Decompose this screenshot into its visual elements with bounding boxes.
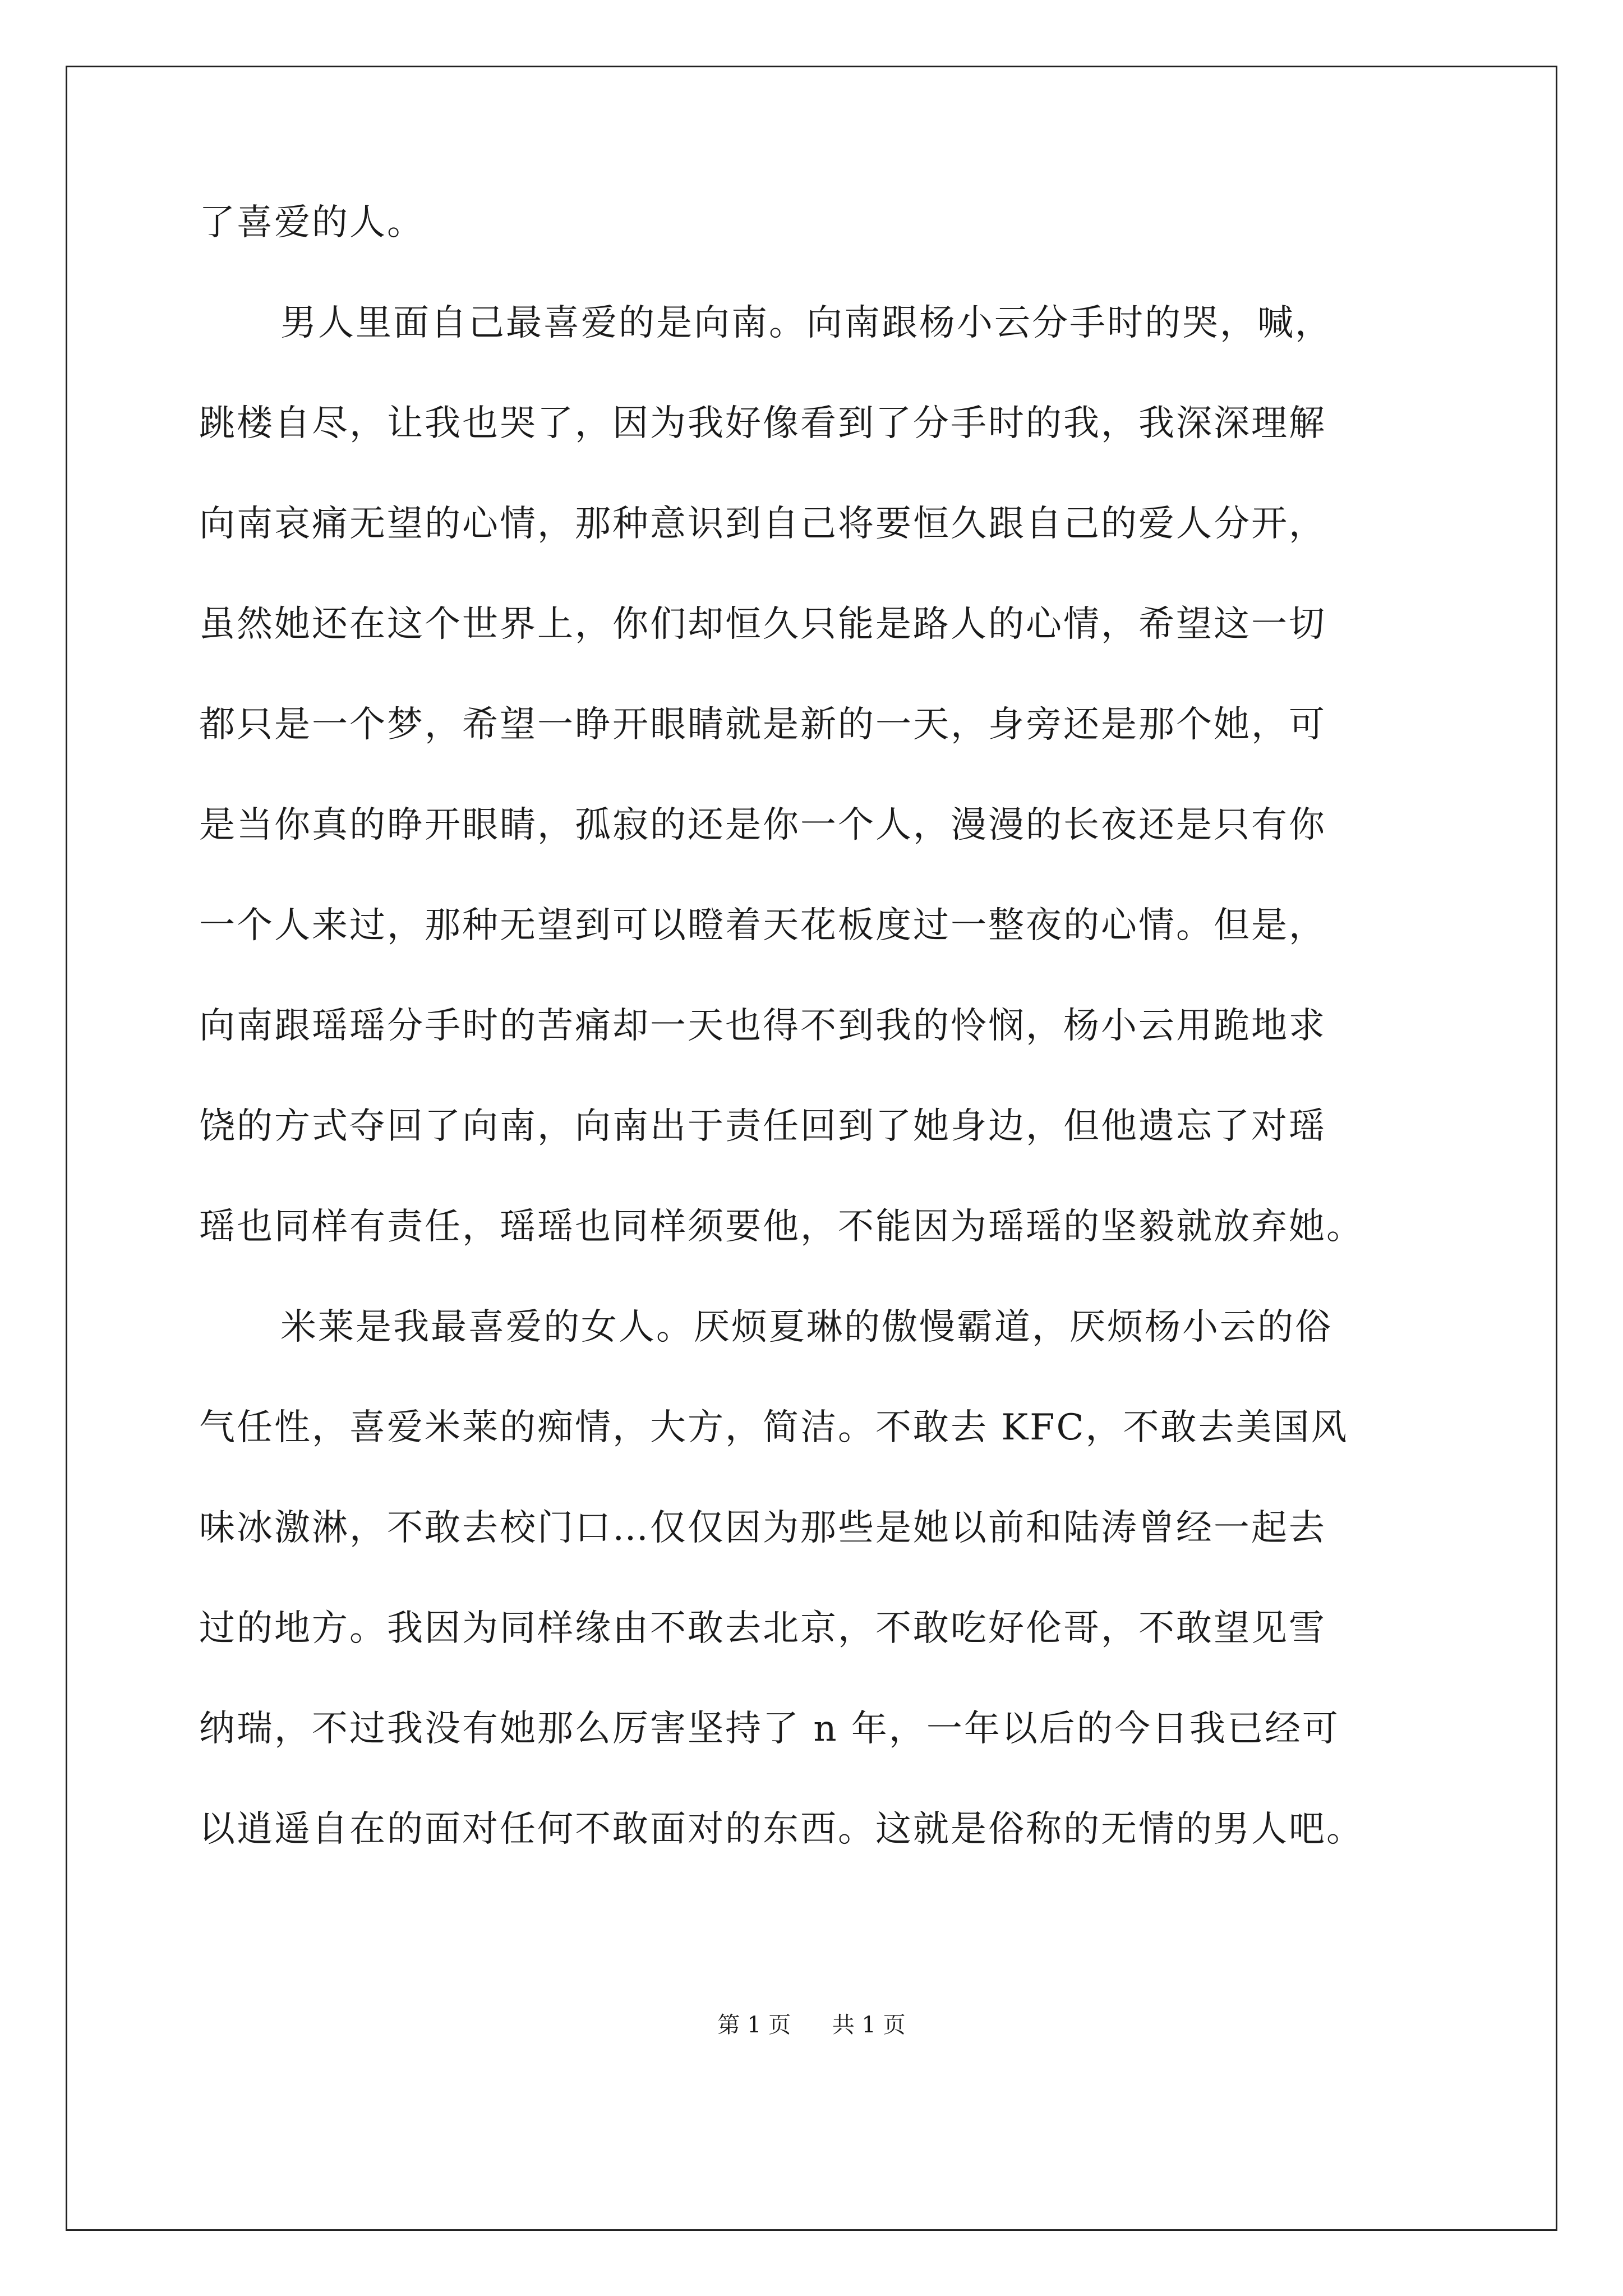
text-line: 纳瑞，不过我没有她那么厉害坚持了 n 年，一年以后的今日我已经可 xyxy=(199,1708,1340,1750)
text-line: 味冰激淋，不敢去校门口…仅仅因为那些是她以前和陆涛曾经一起去 xyxy=(199,1507,1326,1549)
text-line: 虽然她还在这个世界上，你们却恒久只能是路人的心情，希望这一切 xyxy=(199,604,1326,645)
text-line: 男人里面自己最喜爱的是向南。向南跟杨小云分手时的哭，喊， xyxy=(280,302,1332,344)
document-body xyxy=(199,202,1427,1912)
text-line: 以逍遥自在的面对任何不敢面对的东西。这就是俗称的无情的男人吧。 xyxy=(199,1809,1364,1850)
text-line: 米莱是我最喜爱的女人。厌烦夏琳的傲慢霸道，厌烦杨小云的俗 xyxy=(280,1306,1332,1348)
text-line: 了喜爱的人。 xyxy=(199,202,425,243)
page-total: 共 1 页 xyxy=(832,2012,906,2038)
page-number: 第 1 页 xyxy=(717,2012,791,2038)
page-footer xyxy=(0,2012,1623,2039)
text-line: 向南跟瑶瑶分手时的苦痛却一天也得不到我的怜悯，杨小云用跪地求 xyxy=(199,1005,1326,1047)
text-line: 跳楼自尽，让我也哭了，因为我好像看到了分手时的我，我深深理解 xyxy=(199,403,1326,444)
text-line: 瑶也同样有责任，瑶瑶也同样须要他，不能因为瑶瑶的坚毅就放弃她。 xyxy=(199,1206,1364,1248)
text-line: 都只是一个梦，希望一睁开眼睛就是新的一天，身旁还是那个她，可 xyxy=(199,704,1326,746)
text-line: 过的地方。我因为同样缘由不敢去北京，不敢吃好伦哥，不敢望见雪 xyxy=(199,1608,1326,1649)
text-line: 饶的方式夺回了向南，向南出于责任回到了她身边，但他遗忘了对瑶 xyxy=(199,1106,1326,1147)
text-line: 是当你真的睁开眼睛，孤寂的还是你一个人，漫漫的长夜还是只有你 xyxy=(199,804,1326,846)
text-line: 气任性，喜爱米莱的痴情，大方，简洁。不敢去 KFC，不敢去美国风 xyxy=(199,1407,1349,1448)
text-line: 一个人来过，那种无望到可以瞪着天花板度过一整夜的心情。但是， xyxy=(199,905,1326,946)
text-line: 向南哀痛无望的心情，那种意识到自己将要恒久跟自己的爱人分开， xyxy=(199,503,1326,545)
